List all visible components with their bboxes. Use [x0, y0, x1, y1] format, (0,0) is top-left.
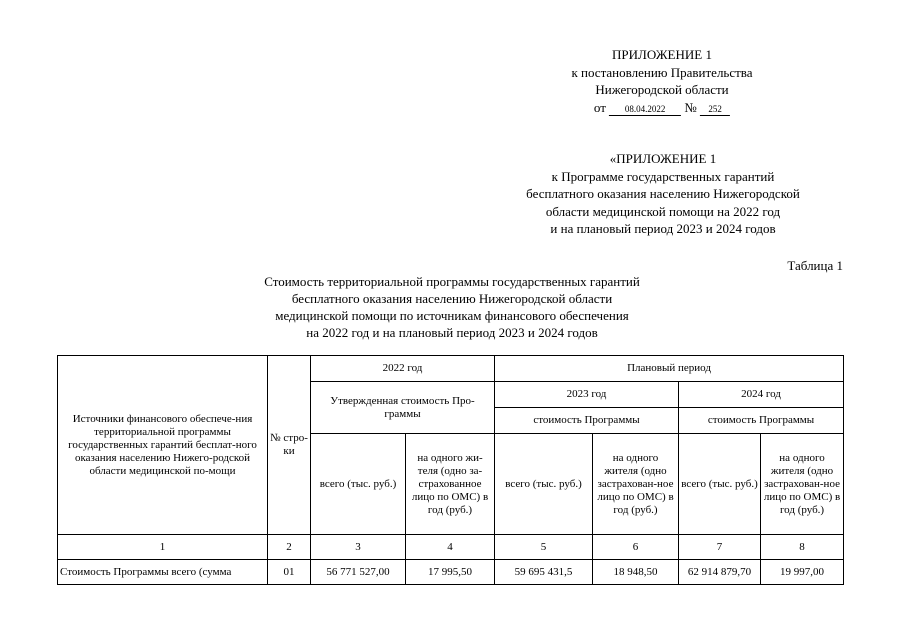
column-number: 4 — [406, 535, 495, 560]
program-line-3: бесплатного оказания населению Нижегородской — [526, 186, 800, 201]
total-2023-value: 59 695 431,5 — [495, 560, 593, 585]
total-2024-value: 62 914 879,70 — [679, 560, 761, 585]
header-row-number: № стро-ки — [268, 356, 311, 535]
appendix-title: ПРИЛОЖЕНИЕ 1 — [612, 47, 712, 62]
total-2022-value: 56 771 527,00 — [311, 560, 406, 585]
title-line-2: бесплатного оказания населению Нижегородской области — [291, 291, 613, 306]
column-number: 5 — [495, 535, 593, 560]
program-line-4: области медицинской помощи на 2022 год — [545, 204, 781, 219]
header-program-cost-2023: стоимость Программы — [495, 408, 679, 434]
header-year-2022: 2022 год — [311, 356, 495, 382]
title-line-1: Стоимость территориальной программы государственных гарантий — [264, 274, 640, 289]
title-line-4: на 2022 год и на плановый период 2023 и 2024 годов — [306, 325, 598, 340]
header-total-2024: всего (тыс. руб.) — [679, 434, 761, 535]
header-year-2023: 2023 год — [495, 382, 679, 408]
program-appendix-title: «ПРИЛОЖЕНИЕ 1 — [609, 151, 717, 166]
appendix-date-line — [594, 99, 730, 116]
date-prefix: от — [593, 100, 606, 115]
title-line-3: медицинской помощи по источникам финансового обеспечения — [275, 308, 629, 323]
header-per-capita-2022: на одного жи-теля (одно за-страхованное лицо по ОМС) в год (руб.) — [406, 434, 495, 535]
column-number: 8 — [761, 535, 844, 560]
program-line-5: и на плановый период 2023 и 2024 годов — [550, 221, 776, 236]
column-number: 6 — [593, 535, 679, 560]
program-line-2: к Программе государственных гарантий — [551, 169, 775, 184]
decree-date-field: 08.04.2022 — [609, 104, 681, 116]
header-total-2022: всего (тыс. руб.) — [311, 434, 406, 535]
column-number: 1 — [58, 535, 268, 560]
appendix-line-3: Нижегородской области — [595, 82, 729, 97]
column-number: 2 — [268, 535, 311, 560]
number-sign: № — [684, 100, 697, 115]
row-source-label: Стоимость Программы всего (сумма — [58, 560, 268, 585]
column-number-row — [58, 535, 844, 560]
per-capita-2024-value: 19 997,00 — [761, 560, 844, 585]
column-number: 7 — [679, 535, 761, 560]
header-planned-period: Плановый период — [495, 356, 844, 382]
per-capita-2023-value: 18 948,50 — [593, 560, 679, 585]
header-program-cost-2024: стоимость Программы — [679, 408, 844, 434]
cost-table — [57, 355, 844, 585]
header-total-2023: всего (тыс. руб.) — [495, 434, 593, 535]
table-label: Таблица 1 — [787, 258, 843, 273]
column-number: 3 — [311, 535, 406, 560]
row-number: 01 — [268, 560, 311, 585]
per-capita-2022-value: 17 995,50 — [406, 560, 495, 585]
table-row — [58, 560, 844, 585]
decree-number-field: 252 — [700, 104, 730, 116]
appendix-line-2: к постановлению Правительства — [571, 65, 753, 80]
header-year-2024: 2024 год — [679, 382, 844, 408]
header-per-capita-2024: на одного жителя (одно застрахован-ное лицо по ОМС) в год (руб.) — [761, 434, 844, 535]
header-per-capita-2023: на одного жителя (одно застрахован-ное лицо по ОМС) в год (руб.) — [593, 434, 679, 535]
header-source: Источники финансового обеспече-ния территориальной программы государственных гарантий бесплат-ного оказания населению Нижего-родской области медицинской по-мощи — [58, 356, 268, 535]
header-approved-cost: Утвержденная стоимость Про-граммы — [311, 382, 495, 434]
